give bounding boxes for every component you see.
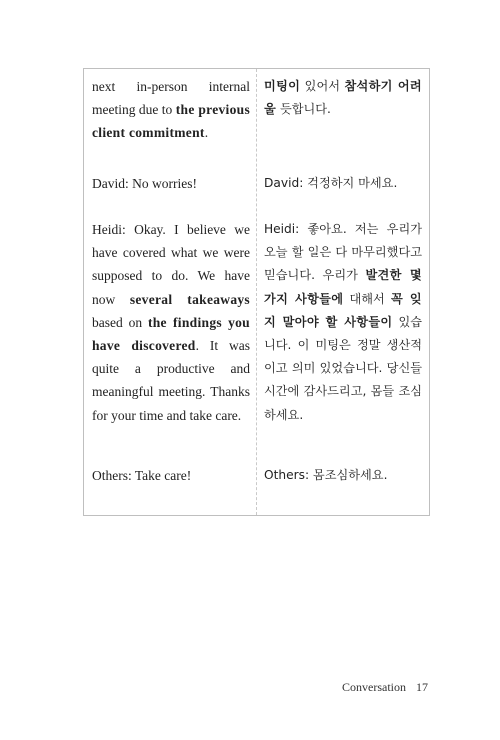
text-run: Heidi: Okay. I believe we have covered what we were supposed to do. We have now	[92, 222, 250, 307]
english-paragraph	[92, 172, 250, 195]
text-run: David: No worries!	[92, 176, 197, 191]
bold-phrase: the previous client commitment	[92, 102, 251, 141]
bold-phrase: 참석하기 어려울	[264, 79, 422, 117]
bold-phrase: 꼭 잊지 말아야 할 사항들이	[264, 291, 422, 329]
text-run: 듯합니다.	[276, 102, 331, 117]
korean-paragraph	[264, 464, 422, 487]
english-column	[92, 69, 250, 515]
english-paragraph	[92, 75, 250, 145]
korean-paragraph	[264, 218, 422, 427]
footer-section-title: Conversation	[342, 680, 406, 694]
english-paragraph	[92, 464, 250, 487]
text-run: 있어서	[300, 79, 345, 93]
bold-phrase: several takeaways	[129, 291, 250, 307]
text-run: .	[204, 125, 209, 141]
text-run: based on	[92, 314, 148, 330]
bilingual-conversation-table	[83, 68, 430, 516]
column-divider	[256, 69, 257, 515]
text-run: David: 걱정하지 마세요.	[264, 176, 398, 190]
korean-paragraph	[264, 75, 422, 121]
text-run: 대해서	[343, 291, 391, 306]
english-paragraph	[92, 218, 250, 427]
text-run: Heidi: 좋아요. 저는 우리가 오늘 할 일은 다 마무리했다고 믿습니다. 우리가	[264, 222, 422, 283]
bold-phrase: the findings you have discovered	[92, 314, 250, 354]
text-run: Others: 몸조심하세요.	[264, 468, 388, 482]
text-run: 있습니다. 이 미팅은 정말 생산적이고 의미 있었습니다. 당신들 시간에 감사드리고, 몸들 조심하세요.	[264, 314, 422, 422]
bold-phrase: 미팅이	[264, 79, 301, 93]
page-footer	[342, 680, 428, 695]
page-number: 17	[416, 680, 428, 694]
text-run: . It was quite a productive and meaningful meeting. Thanks for your time and take care.	[92, 338, 250, 423]
korean-column	[264, 69, 422, 515]
bold-phrase: 발견한 몇 가지 사항들에	[264, 268, 422, 306]
text-run: next in-person internal meeting due to	[92, 79, 250, 118]
text-run: Others: Take care!	[92, 468, 192, 483]
korean-paragraph	[264, 172, 422, 195]
